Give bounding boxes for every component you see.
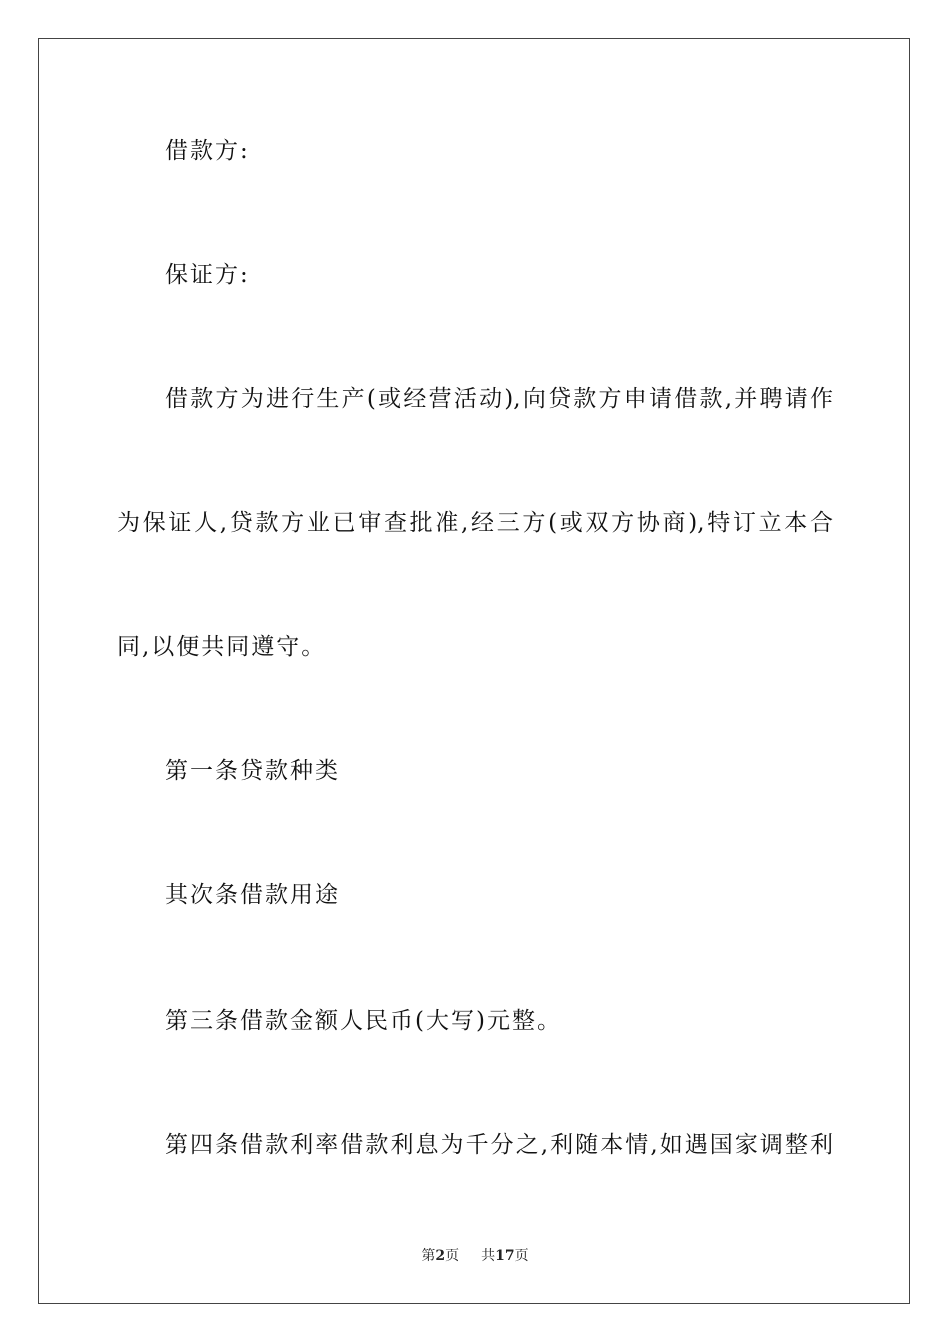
- preamble-line-2: 为保证人,贷款方业已审查批准,经三方(或双方协商),特订立本合: [117, 510, 833, 536]
- page-border: [38, 38, 910, 1304]
- article-2-loan-purpose: 其次条借款用途: [165, 882, 340, 908]
- guarantor-label: 保证方:: [165, 262, 250, 288]
- footer-total-suffix: 页: [514, 1248, 529, 1264]
- preamble-line-3: 同,以便共同遵守。: [117, 634, 327, 660]
- page-footer: [0, 1247, 950, 1265]
- preamble-line-1: 借款方为进行生产(或经营活动),向贷款方申请借款,并聘请作: [165, 386, 833, 412]
- footer-total-pages: 17: [495, 1248, 515, 1264]
- borrower-label: 借款方:: [165, 138, 250, 164]
- footer-page-prefix: 第: [421, 1248, 436, 1264]
- article-4-loan-rate: 第四条借款利率借款利息为千分之,利随本情,如遇国家调整利: [165, 1132, 833, 1158]
- footer-page-number: 2: [435, 1248, 446, 1264]
- article-3-loan-amount: 第三条借款金额人民币(大写)元整。: [165, 1008, 562, 1034]
- article-1-loan-type: 第一条贷款种类: [165, 758, 340, 784]
- footer-total-prefix: 共: [481, 1248, 496, 1264]
- footer-page-suffix: 页: [445, 1248, 460, 1264]
